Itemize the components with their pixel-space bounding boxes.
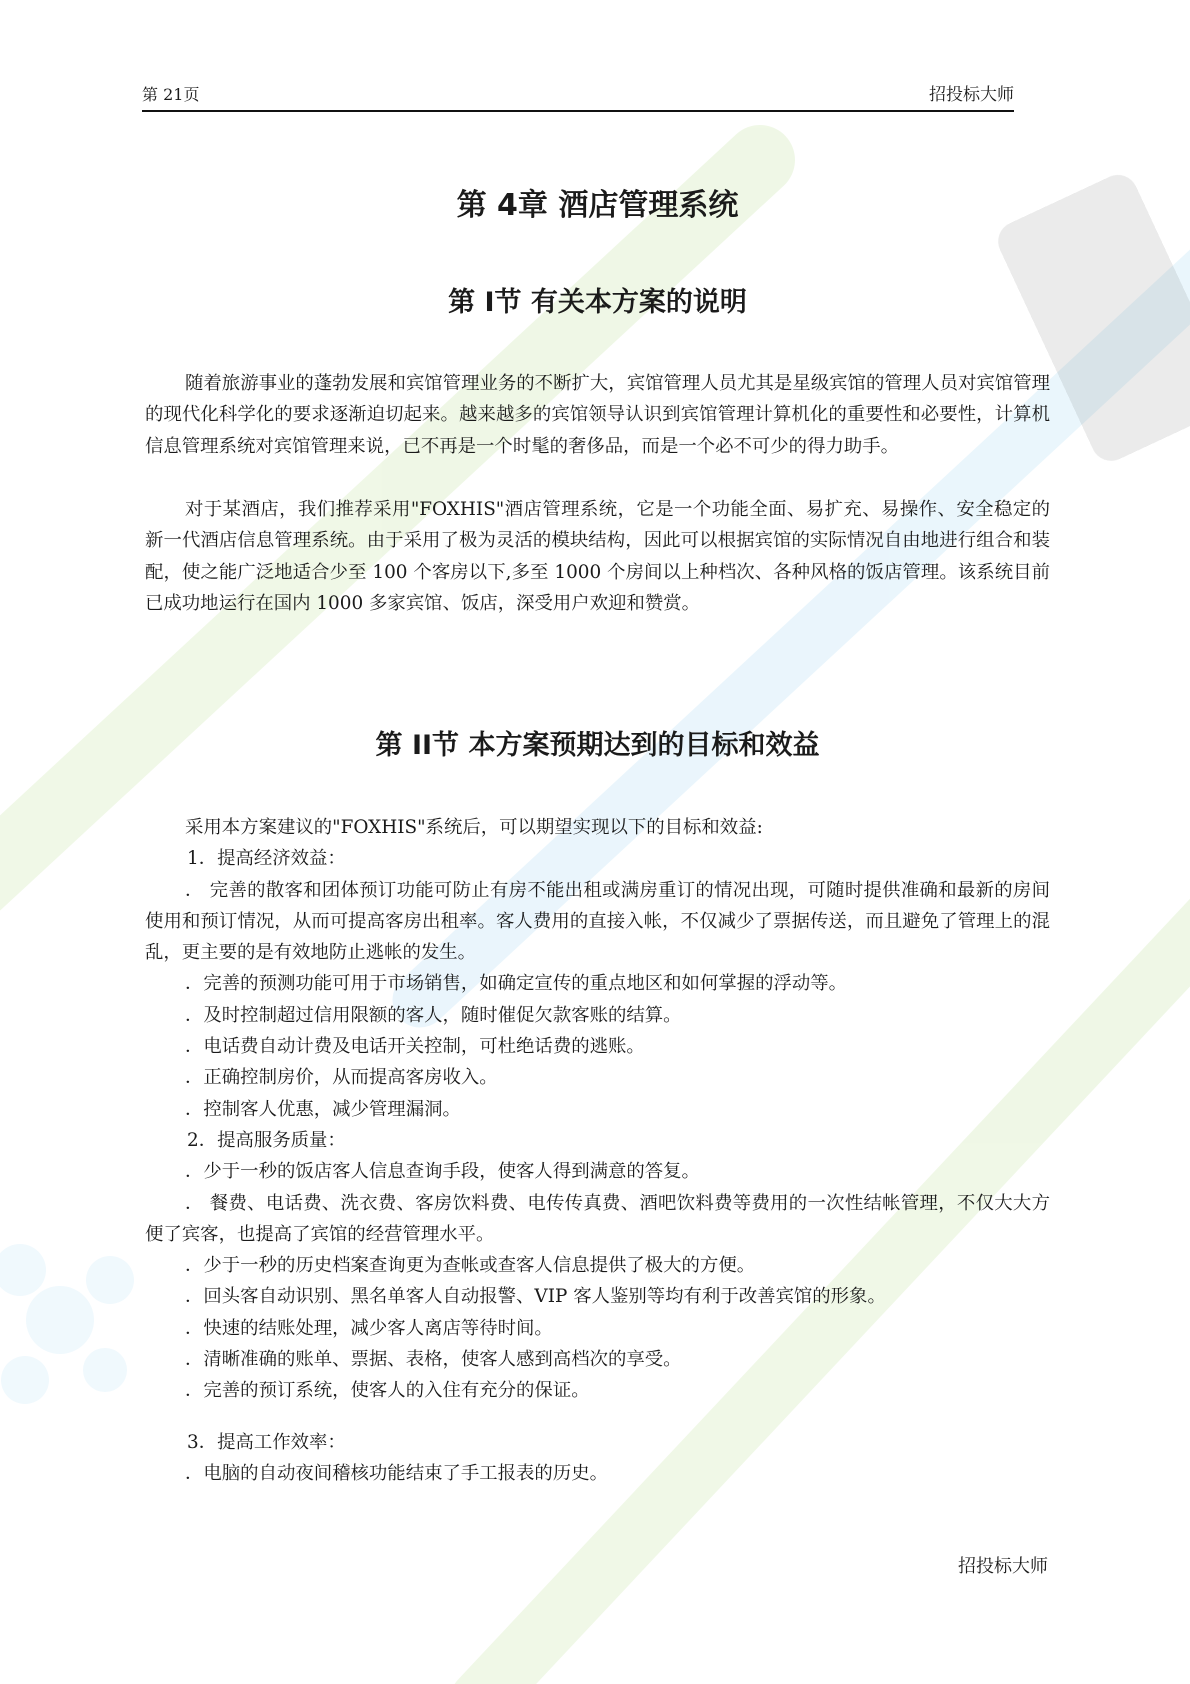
list-item: ．快速的结账处理，减少客人离店等待时间。 — [185, 1317, 553, 1339]
group2-heading: 2．提高服务质量： — [187, 1129, 346, 1151]
benefits-list — [145, 812, 1050, 1407]
section1-title: 第 I节 有关本方案的说明 — [448, 287, 747, 318]
list-item: ． 完善的散客和团体预订功能可防止有房不能出租或满房重订的情况出现，可随时提供准确和最新的房间使用和预订情况，从而可提高客房出租率。客人费用的直接入帐，不仅减少了票据传送，而且避免了管理上的混乱，更主要的是有效地防止逃帐的发生。 — [145, 879, 1050, 964]
header-brand: 招投标大师 — [929, 85, 1014, 105]
section2-title: 第 II节 本方案预期达到的目标和效益 — [375, 730, 820, 761]
section1-paragraph-1: 随着旅游事业的蓬勃发展和宾馆管理业务的不断扩大，宾馆管理人员尤其是星级宾馆的管理人员对宾馆管理的现代化科学化的要求逐渐迫切起来。越来越多的宾馆领导认识到宾馆管理计算机化的重要性和必要性，计算机信息管理系统对宾馆管理来说，已不再是一个时髦的奢侈品，而是一个必不可少的得力助手。 — [145, 373, 1050, 457]
list-item: ． 餐费、电话费、洗衣费、客房饮料费、电传传真费、酒吧饮料费等费用的一次性结帐管理，不仅大大方便了宾客，也提高了宾馆的经营管理水平。 — [145, 1192, 1050, 1245]
footer-brand: 招投标大师 — [958, 1556, 1048, 1577]
list-item: ．少于一秒的历史档案查询更为查帐或查客人信息提供了极大的方便。 — [185, 1255, 756, 1277]
list-item: ．完善的预订系统，使客人的入住有充分的保证。 — [185, 1380, 590, 1402]
page-header — [142, 84, 1014, 112]
list-item: ．回头客自动识别、黑名单客人自动报警、VIP 客人鉴别等均有利于改善宾馆的形象。 — [185, 1286, 886, 1308]
list-item: ．及时控制超过信用限额的客人，随时催促欠款客账的结算。 — [185, 1004, 682, 1026]
list-item: ．正确控制房价，从而提高客房收入。 — [185, 1067, 498, 1089]
header-page-number: 第 21页 — [142, 85, 200, 104]
section2-intro: 采用本方案建议的"FOXHIS"系统后，可以期望实现以下的目标和效益: — [185, 817, 763, 838]
list-item: ．电话费自动计费及电话开关控制，可杜绝话费的逃账。 — [185, 1036, 645, 1058]
watermark-flower-icon — [26, 1286, 94, 1354]
list-item: ．清晰准确的账单、票据、表格，使客人感到高档次的享受。 — [185, 1349, 682, 1371]
list-item: ．完善的预测功能可用于市场销售，如确定宣传的重点地区和如何掌握的浮动等。 — [185, 973, 848, 995]
list-item: ．电脑的自动夜间稽核功能结束了手工报表的历史。 — [185, 1463, 608, 1485]
benefits-list-efficiency — [145, 1427, 1050, 1490]
list-item: ．少于一秒的饭店客人信息查询手段，使客人得到满意的答复。 — [185, 1161, 700, 1183]
list-item: ．控制客人优惠，减少管理漏洞。 — [185, 1098, 461, 1120]
section1-paragraph-2: 对于某酒店，我们推荐采用"FOXHIS"酒店管理系统，它是一个功能全面、易扩充、易操作、安全稳定的新一代酒店信息管理系统。由于采用了极为灵活的模块结构，因此可以根据宾馆的实际情况自由地进行组合和装配，使之能广泛地适合少至 100 个客房以下,多至 1000 个房间以上种档次、各种风格的饭店管理。该系统目前已成功地运行在国内 1000 多家宾馆、饭店，深受用户欢迎和赞赏。 — [145, 499, 1050, 614]
group3-heading: 3．提高工作效率： — [187, 1432, 346, 1453]
group1-heading: 1．提高经济效益： — [187, 848, 346, 870]
chapter-title: 第 4章 酒店管理系统 — [456, 188, 739, 223]
